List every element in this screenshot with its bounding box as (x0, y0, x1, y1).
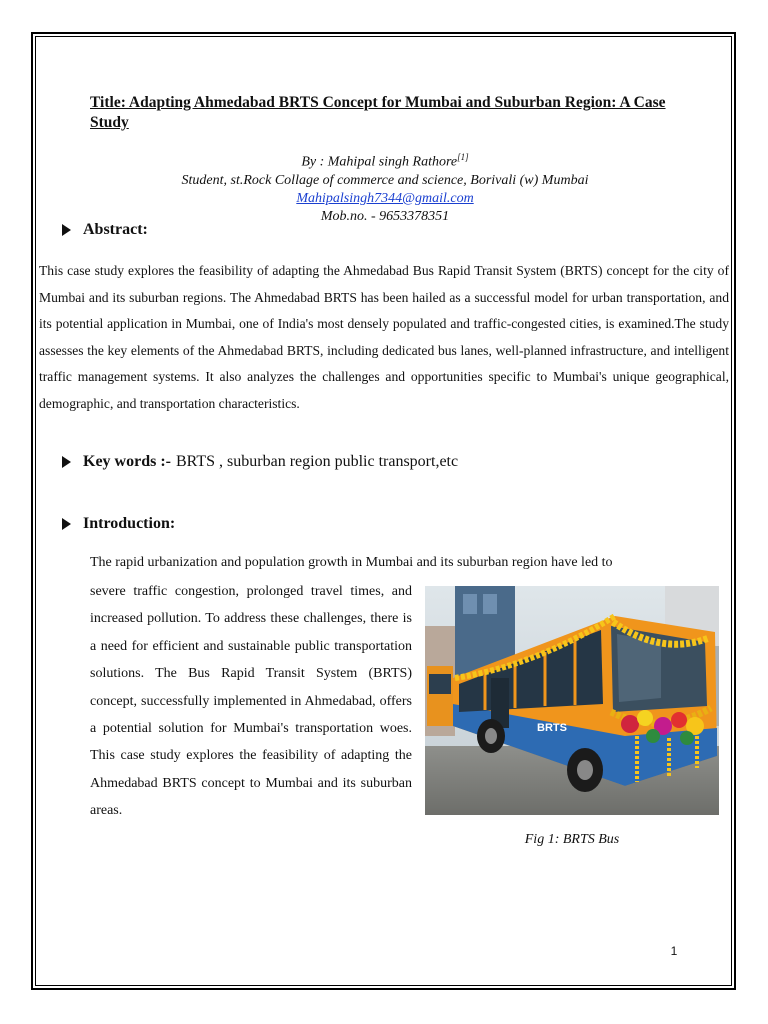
arrow-bullet-icon (62, 224, 71, 236)
author-affiliation: Student, st.Rock Collage of commerce and science, Borivali (w) Mumbai (181, 172, 589, 188)
arrow-bullet-icon (62, 518, 71, 530)
abstract-heading (62, 220, 148, 240)
paper-title: Title: Adapting Ahmedabad BRTS Concept for Mumbai and Suburban Region: A Case Study (90, 94, 666, 131)
introduction-first-line: The rapid urbanization and population growth in Mumbai and its suburban region have led to (90, 555, 613, 570)
page-number: 1 (670, 944, 678, 958)
brts-bus-photo (425, 586, 719, 815)
abstract-heading-text: Abstract: (83, 221, 148, 238)
keywords-heading (62, 452, 458, 472)
introduction-heading (62, 514, 175, 534)
introduction-body: severe traffic congestion, prolonged travel times, and increased pollution. To address these challenges, there is a need for efficient and sustainable public transportation solutions. The Bus Rapid Transit System (BRTS) concept, successfully implemented in Ahmedabad, offers a potential solution for Mumbai's transportation woes. This case study explores the feasibility of adapting the Ahmedabad BRTS concept to Mumbai and its suburban areas. (90, 584, 412, 819)
keywords-value: BRTS , suburban region public transport,etc (175, 453, 459, 470)
abstract-body: This case study explores the feasibility of adapting the Ahmedabad Bus Rapid Transit System (BRTS) concept for the city of Mumbai and its suburban regions. The Ahmedabad BRTS has been hailed as a successful model for urban transportation, and its potential application in Mumbai, one of India's most densely populated and traffic-congested cities, is examined.The study assesses the key elements of the Ahmedabad BRTS, including dedicated bus lanes, well-planned infrastructure, and intelligent traffic management systems. It also analyzes the challenges and opportunities specific to Mumbai's unique geographical, demographic, and transportation characteristics. (39, 263, 729, 411)
keywords-label: Key words :- (83, 453, 171, 470)
bus-brts-sign: BRTS (537, 722, 567, 734)
author-phone: Mob.no. - 9653378351 (320, 208, 450, 224)
author-byline: By : Mahipal singh Rathore (301, 154, 458, 170)
author-email-link[interactable]: Mahipalsingh7344@gmail.com (296, 190, 474, 206)
author-line (100, 148, 670, 172)
author-block (100, 148, 670, 226)
figure-caption: Fig 1: BRTS Bus (524, 832, 620, 847)
introduction-heading-text: Introduction: (83, 515, 176, 532)
bus-illustration (425, 586, 719, 815)
affiliation-marker: [1] (457, 152, 469, 162)
arrow-bullet-icon (62, 456, 71, 468)
